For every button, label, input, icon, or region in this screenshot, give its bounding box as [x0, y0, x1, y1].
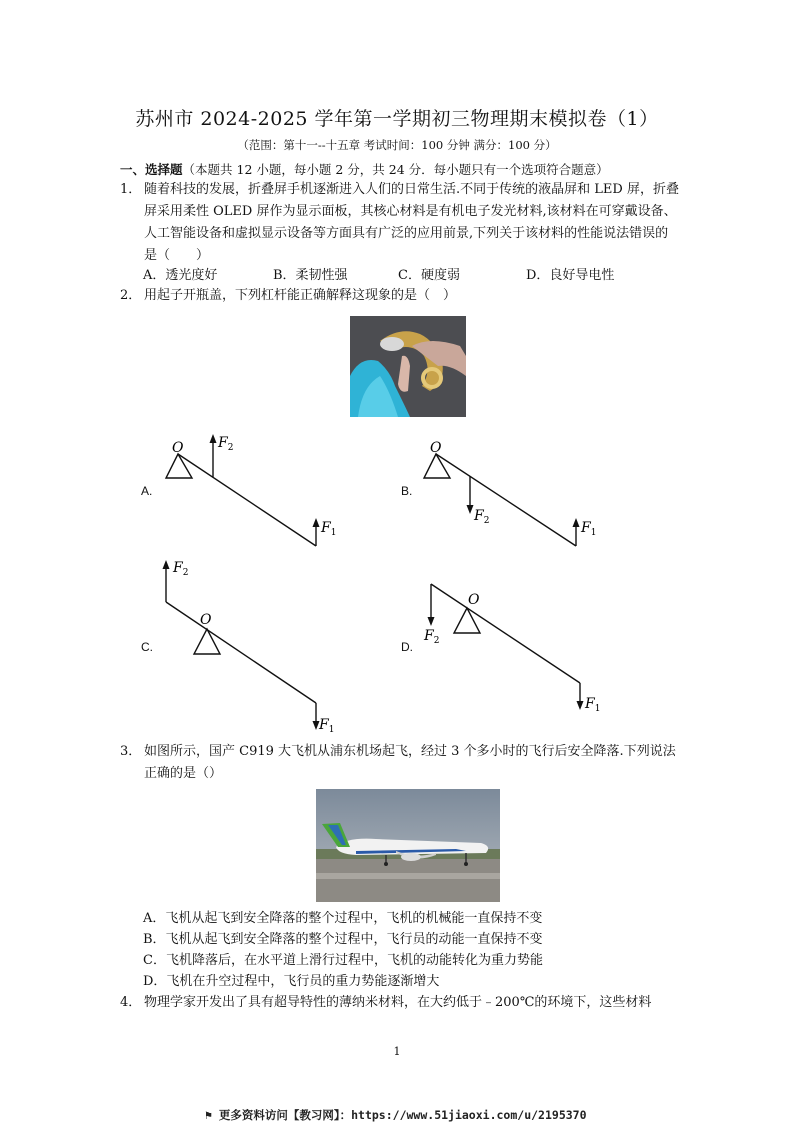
lever-diagram-d	[420, 580, 620, 715]
bottle-opener-photo	[350, 316, 466, 417]
question-1	[120, 179, 680, 267]
option-b: B．柔韧性强	[273, 268, 348, 283]
question-4	[120, 992, 680, 1014]
force-2-label: $F_2$	[424, 628, 440, 646]
section-title: 一、选择题	[120, 162, 183, 177]
section-note: （本题共 12 小题，每小题 2 分，共 24 分．每小题只有一个选项符合题意）	[182, 162, 609, 177]
diagram-a-label: A.	[141, 484, 153, 498]
force-1-label: $F_1$	[321, 520, 337, 538]
flag-icon: ⚑	[205, 1108, 219, 1122]
pivot-label: O	[468, 592, 480, 608]
force-2-label: $F_2$	[218, 435, 234, 453]
force-1-label: $F_1$	[585, 696, 601, 714]
force-1-label: $F_1$	[319, 717, 335, 735]
diagram-d-label: D.	[401, 640, 413, 654]
page-title: 苏州市 2024-2025 学年第一学期初三物理期末模拟卷（1）	[135, 108, 659, 130]
section-heading	[120, 160, 609, 178]
question-3-option-c: C．飞机降落后，在水平道上滑行过程中，飞机的动能转化为重力势能	[143, 953, 543, 968]
force-1-label: $F_1$	[581, 520, 597, 538]
option-d: D．良好导电性	[526, 268, 615, 283]
question-2	[120, 285, 680, 307]
force-2-label: $F_2$	[173, 560, 189, 578]
pivot-label: O	[200, 612, 212, 628]
diagram-b-label: B.	[401, 484, 413, 498]
question-number: 2．	[120, 288, 142, 303]
lever-diagram-c	[155, 556, 355, 741]
question-text: 如图所示，国产 C919 大飞机从浦东机场起飞，经过 3 个多小时的飞行后安全降落.下列说法正确的是（）	[144, 744, 676, 781]
page-number: 1	[393, 1045, 401, 1058]
question-text: 随着科技的发展，折叠屏手机逐渐进入人们的日常生活.不同于传统的液晶屏和 LED 屏，折叠屏采用柔性 OLED 屏作为显示面板，其核心材料是有机电子发光材料,该材料在可穿戴设备、人工智能设备和虚拟显示设备等方面具有广泛的应用前景,下列关于该材料的性能说法错误的是（ ）	[144, 182, 679, 263]
question-text: 物理学家开发出了具有超导特性的薄纳米材料，在大约低于﹣200℃的环境下，这些材料	[144, 995, 652, 1010]
footer-text[interactable]: 更多资料访问【教习网】：https://www.51jiaoxi.com/u/2195370	[218, 1108, 587, 1122]
exam-scope: （范围：第十一--十五章 考试时间：100 分钟 满分：100 分）	[237, 138, 557, 152]
question-number: 4．	[120, 995, 142, 1010]
question-text: 用起子开瓶盖，下列杠杆能正确解释这现象的是（ ）	[144, 288, 457, 303]
question-3-option-a: A．飞机从起飞到安全降落的整个过程中，飞机的机械能一直保持不变	[143, 911, 543, 926]
question-number: 1．	[120, 182, 142, 197]
pivot-label: O	[430, 440, 442, 456]
lever-diagram-a	[160, 432, 350, 552]
pivot-label: O	[172, 440, 184, 456]
footer-link[interactable]	[205, 1107, 587, 1123]
option-a: A．透光度好	[143, 268, 218, 283]
question-3	[120, 741, 680, 785]
diagram-c-label: C.	[141, 640, 153, 654]
option-c: C．硬度弱	[398, 268, 460, 283]
c919-airplane-photo	[316, 789, 500, 902]
question-3-option-b: B．飞机从起飞到安全降落的整个过程中，飞行员的动能一直保持不变	[143, 932, 543, 947]
force-2-label: $F_2$	[474, 508, 490, 526]
question-3-option-d: D．飞机在升空过程中，飞行员的重力势能逐渐增大	[143, 974, 440, 989]
lever-diagram-b	[418, 432, 608, 552]
question-number: 3．	[120, 744, 142, 759]
